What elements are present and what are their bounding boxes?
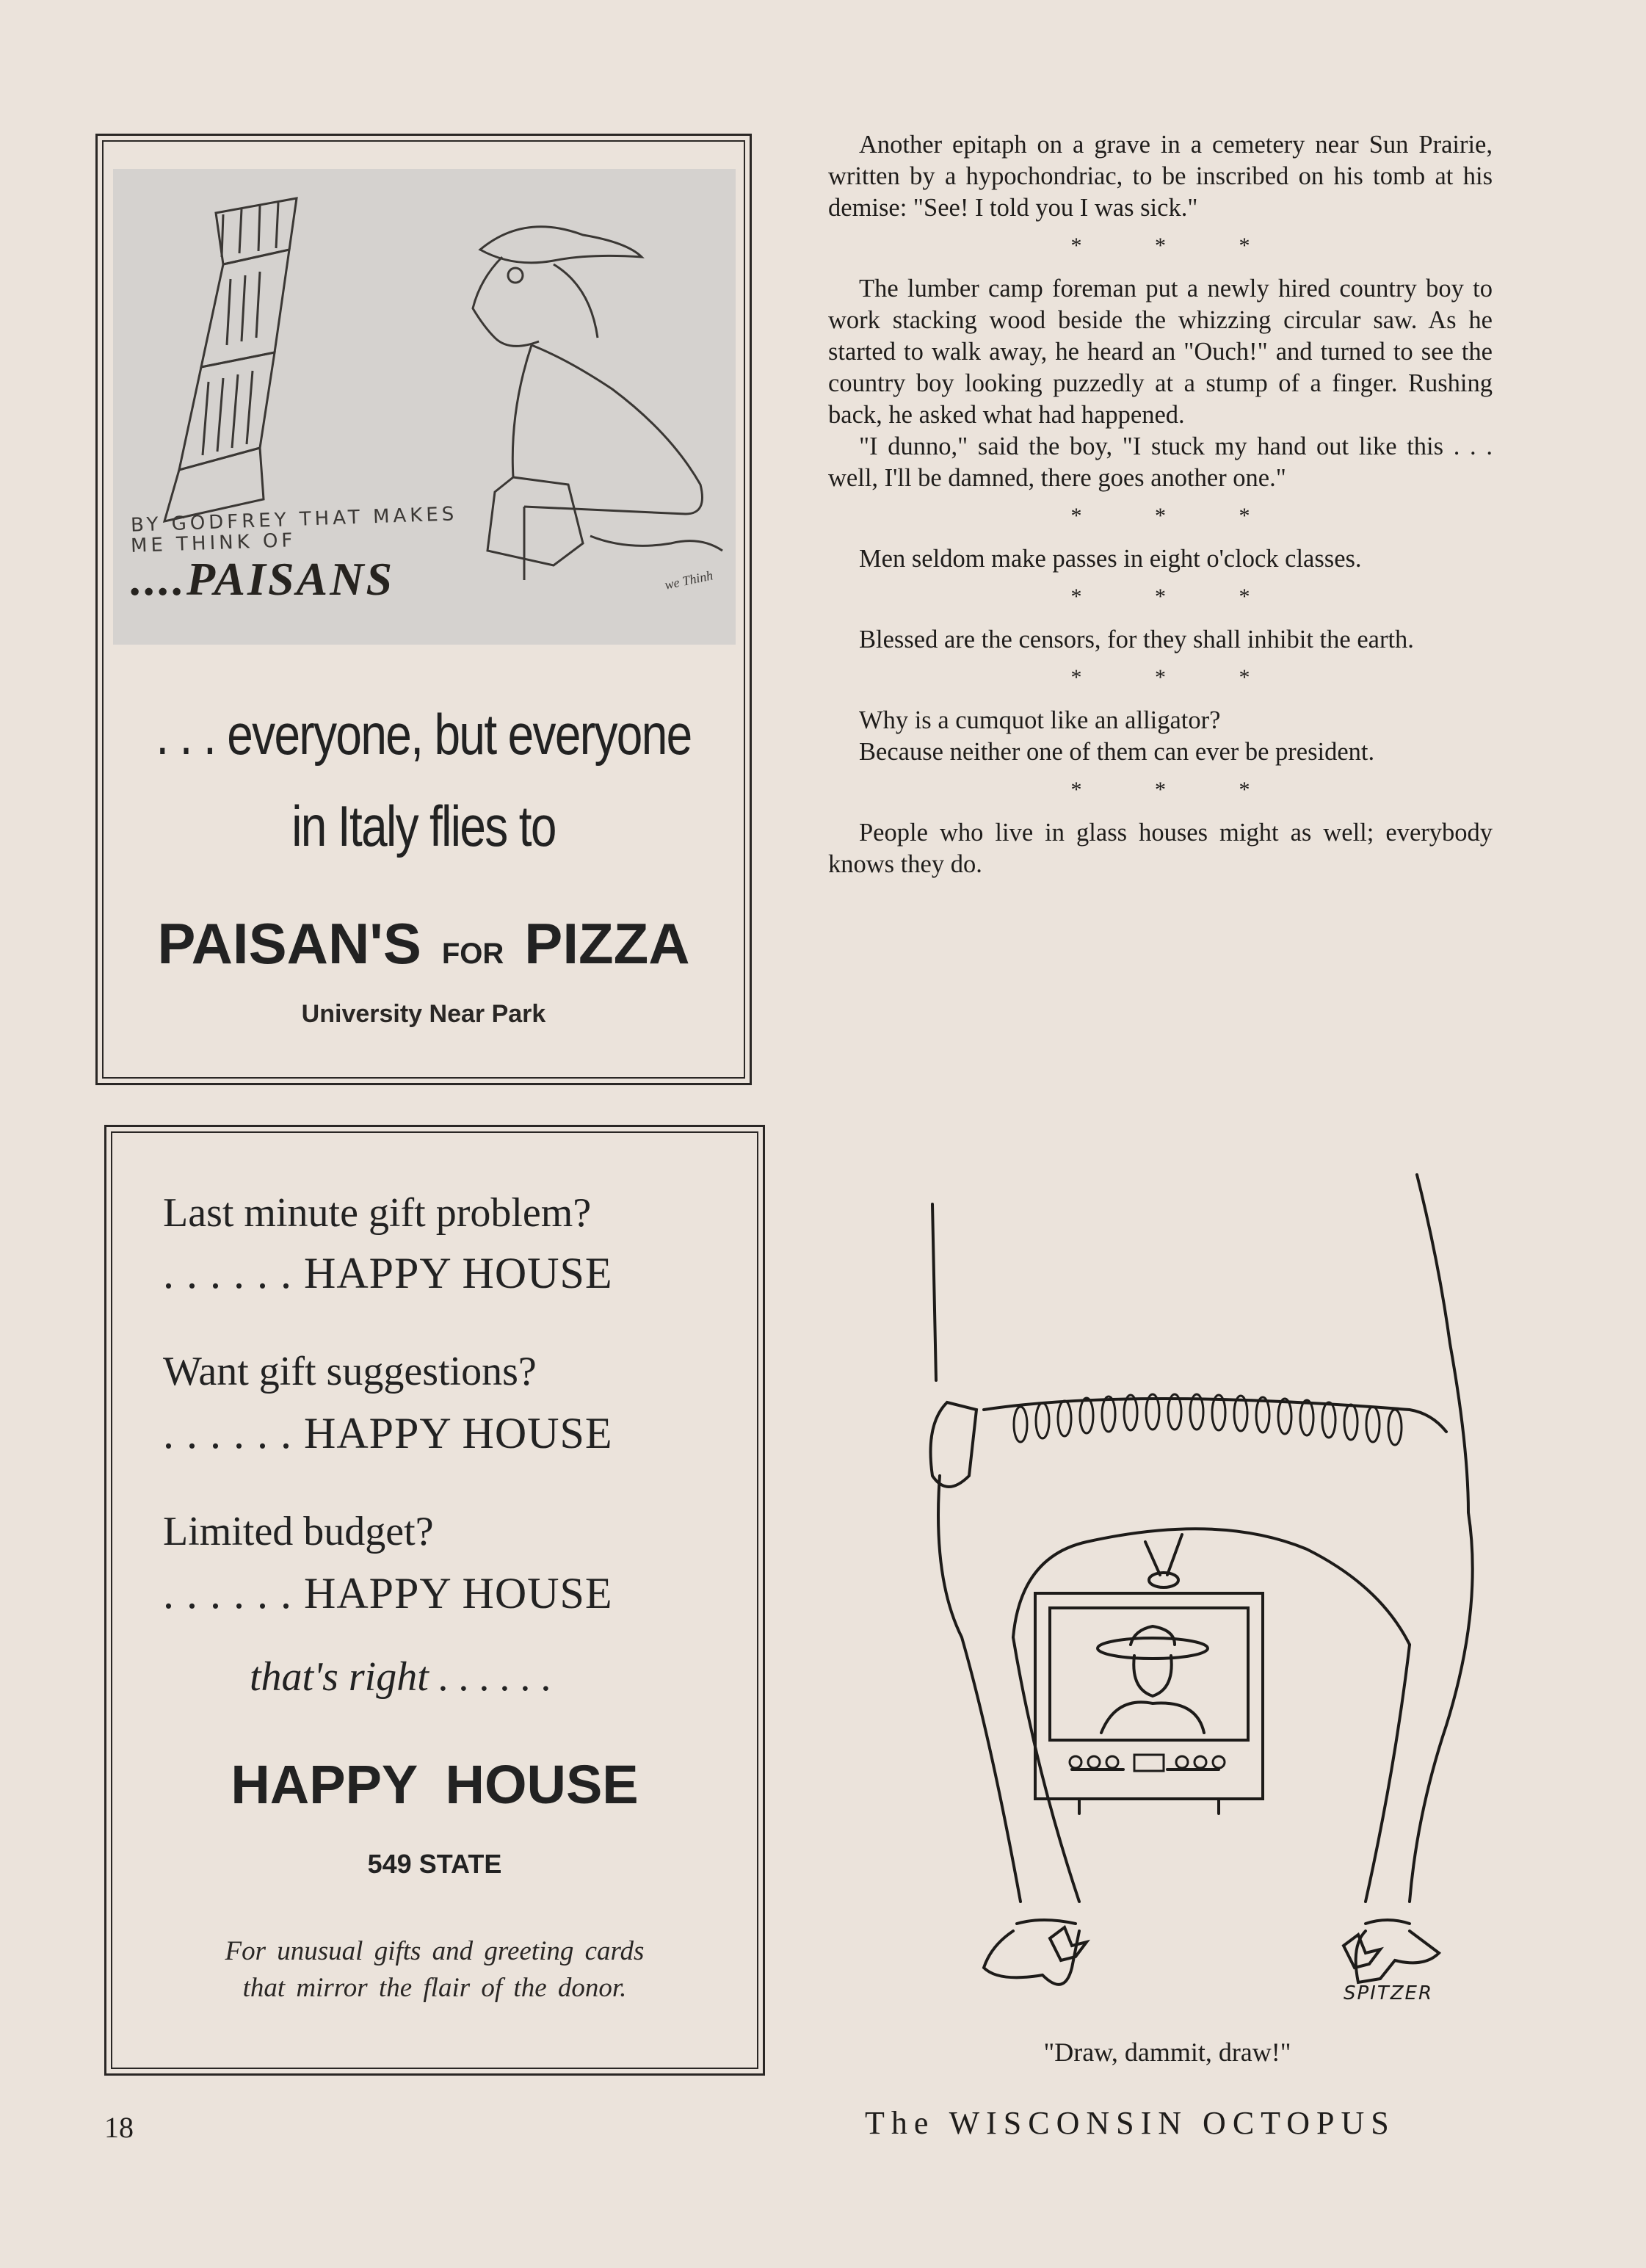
paisans-artist-signature: we Thinh — [663, 568, 714, 593]
joke-separator: * * * — [1070, 584, 1284, 609]
cowboy-tv-cartoon-image — [852, 1167, 1483, 2034]
happy-house-tagline: that's right . . . . . . — [250, 1654, 552, 1700]
happy-house-answer3: . . . . . . HAPPY HOUSE — [163, 1569, 613, 1617]
paisans-sign-line2: ME THINK OF — [130, 529, 297, 557]
paisans-brand-for: FOR — [441, 938, 504, 970]
joke-cumquot-question: Why is a cumquot like an alligator? — [859, 706, 1221, 734]
happy-house-answer1: . . . . . . HAPPY HOUSE — [163, 1249, 613, 1297]
joke-separator: * * * — [1070, 233, 1284, 258]
happy-house-note-line2: that mirror the flair of the donor. — [242, 1973, 627, 2003]
joke-epitaph: Another epitaph on a grave in a cemetery near Sun Prairie, written by a hypochondriac, to be inscribed on his tomb at his demise: "See! I told you I was sick." — [828, 131, 1493, 222]
joke-glass-houses: People who live in glass houses might as well; everybody knows they do. — [828, 819, 1493, 878]
paisans-address: University Near Park — [301, 1000, 546, 1028]
paisans-brand-product: PIZZA — [524, 911, 690, 976]
happy-house-answer2: . . . . . . HAPPY HOUSE — [163, 1409, 613, 1457]
paisans-sign-name: ....PAISANS — [131, 553, 395, 605]
joke-censors: Blessed are the censors, for they shall inhibit the earth. — [859, 626, 1414, 653]
paisans-brand-name: PAISAN'S — [157, 911, 421, 976]
paisans-brand-line — [95, 910, 752, 977]
cartoon-caption: "Draw, dammit, draw!" — [1043, 2037, 1291, 2067]
joke-cumquot-answer: Because neither one of them can ever be president. — [859, 738, 1375, 766]
happy-house-question2: Want gift suggestions? — [163, 1349, 537, 1394]
happy-house-note-line1: For unusual gifts and greeting cards — [225, 1936, 645, 1966]
joke-lumber-camp-punchline: "I dunno," said the boy, "I stuck my hand out like this . . . well, I'll be damned, there goes another one." — [828, 432, 1493, 492]
paisans-sign-line1: BY GODFREY THAT MAKES — [130, 503, 458, 537]
joke-passes: Men seldom make passes in eight o'clock classes. — [859, 545, 1362, 573]
publication-title: The WISCONSIN OCTOPUS — [865, 2105, 1396, 2141]
happy-house-store-name: HAPPY HOUSE — [231, 1754, 639, 1815]
joke-separator: * * * — [1070, 665, 1284, 689]
cartoon-artist-signature: SPITZER — [1344, 1982, 1434, 2004]
joke-lumber-camp: The lumber camp foreman put a newly hired country boy to work stacking wood beside the whizzing circular saw. As he started to walk away, he heard an "Ouch!" and turned to see the country boy looking puzzedly at a stump of a finger. Rushing back, he asked what had happened. — [828, 275, 1493, 429]
happy-house-question3: Limited budget? — [163, 1509, 434, 1554]
joke-separator: * * * — [1070, 778, 1284, 802]
paisans-headline-line1: . . . everyone, but everyone — [156, 702, 692, 767]
joke-separator: * * * — [1070, 504, 1284, 528]
paisans-headline-line2: in Italy flies to — [291, 794, 556, 858]
happy-house-address: 549 STATE — [367, 1849, 502, 1879]
jokes-column — [828, 129, 1493, 880]
happy-house-question1: Last minute gift problem? — [163, 1190, 592, 1236]
page-number: 18 — [104, 2111, 134, 2144]
